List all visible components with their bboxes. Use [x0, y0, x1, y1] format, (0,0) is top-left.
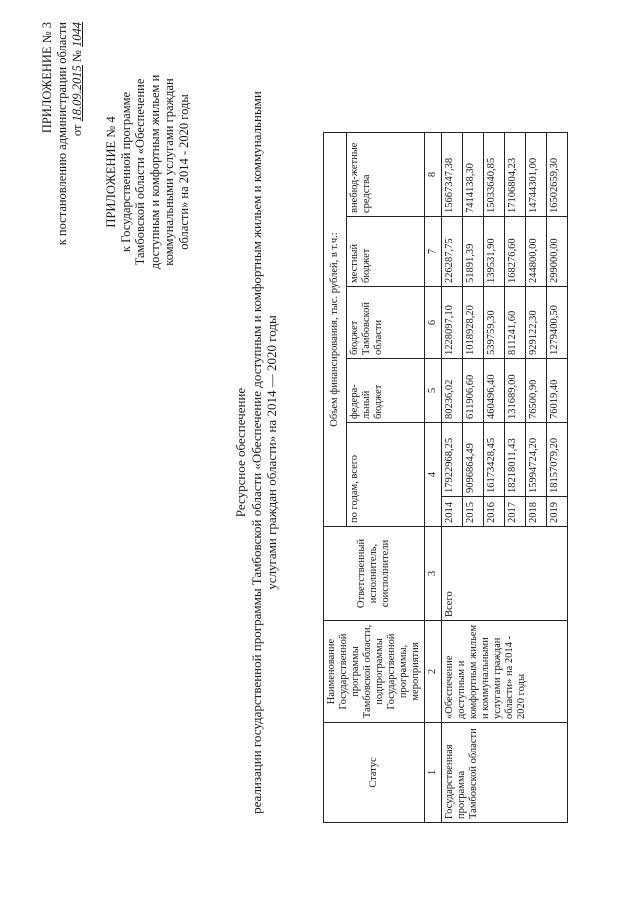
total-cell: 17922968,25: [442, 423, 463, 497]
total-cell: 18157079,20: [547, 423, 568, 497]
local-cell: 226287,75: [442, 217, 463, 287]
appendix-4-line: коммунальными услугами граждан: [162, 78, 176, 266]
total-cell: 18218011,43: [505, 423, 526, 497]
federal-cell: 76019,40: [547, 359, 568, 423]
appendix-4-line: области» на 2014 - 2020 годы: [176, 94, 191, 250]
total-cell: 15994724,20: [526, 423, 547, 497]
responsible-cell: Всего: [442, 527, 568, 621]
column-number: 7: [425, 217, 442, 287]
appendix-3-title: ПРИЛОЖЕНИЕ № 3: [40, 22, 54, 134]
appendix-3-block: [40, 22, 85, 292]
total-cell: 16173428,45: [484, 423, 505, 497]
local-cell: 139531,90: [484, 217, 505, 287]
column-number: 8: [425, 133, 442, 217]
status-cell: Государственная программа Тамбовской области: [442, 723, 568, 823]
header-financing: Объем финансирования, тыс. рублей, в т.ч.:: [324, 133, 347, 527]
appendix-4-line: доступным и комфортным жильем и: [147, 74, 162, 270]
title-line-3: услугами граждан области» на 2014 — 2020 годы: [264, 315, 279, 590]
decree-number: 1044: [70, 22, 84, 47]
column-number: 6: [425, 287, 442, 359]
appendix-4-title: ПРИЛОЖЕНИЕ № 4: [104, 116, 118, 228]
resource-table: [323, 132, 568, 823]
regional-cell: 1018928,20: [463, 287, 484, 359]
header-local: местный бюджет: [346, 217, 424, 287]
regional-cell: 1279400,50: [547, 287, 568, 359]
year-cell: 2019: [547, 497, 568, 527]
column-number: 5: [425, 359, 442, 423]
appendix-3-decree-line: к постановлению администрации области: [55, 22, 69, 246]
header-by-years: по годам, всего: [346, 423, 424, 527]
extra-cell: 15033640,85: [484, 133, 505, 217]
column-number: 1: [425, 723, 442, 823]
appendix-3-date-line: [70, 22, 85, 292]
regional-cell: 929122,30: [526, 287, 547, 359]
header-regional: бюджет Тамбовской области: [346, 287, 424, 359]
federal-cell: 80236,02: [442, 359, 463, 423]
extra-cell: 14744301,00: [526, 133, 547, 217]
title-line-2: реализации государственной программы Тамбовской области «Обеспечение доступным и комфортным жильем и коммунальными: [248, 91, 264, 814]
local-cell: 244800,00: [526, 217, 547, 287]
local-cell: 168276,60: [505, 217, 526, 287]
total-cell: 9096864,49: [463, 423, 484, 497]
regional-cell: 539759,30: [484, 287, 505, 359]
local-cell: 51891,39: [463, 217, 484, 287]
header-extra: внебюд-жетные средства: [346, 133, 424, 217]
table-row: [442, 133, 463, 823]
local-cell: 299000,00: [547, 217, 568, 287]
appendix-4-block: [104, 22, 191, 322]
federal-cell: 131689,00: [505, 359, 526, 423]
year-cell: 2016: [484, 497, 505, 527]
year-cell: 2014: [442, 497, 463, 527]
title-line-1: Ресурсное обеспечение: [233, 387, 248, 518]
column-number: 2: [425, 621, 442, 723]
header-responsible: Ответственный исполнитель, соисполнители: [324, 527, 425, 621]
extra-cell: 15667347,38: [442, 133, 463, 217]
decree-date: 18.09.2015: [70, 65, 84, 122]
federal-cell: 611906,60: [463, 359, 484, 423]
program-name-cell: «Обеспечение доступным и комфортным жильем и коммунальными услугами граждан области» на 2014 - 2020 годы: [442, 621, 568, 723]
federal-cell: 460496,40: [484, 359, 505, 423]
document-title: [233, 0, 280, 905]
regional-cell: 1228097,10: [442, 287, 463, 359]
year-cell: 2015: [463, 497, 484, 527]
extra-cell: 16502659,30: [547, 133, 568, 217]
appendix-4-line: Тамбовской области «Обеспечение: [133, 78, 147, 266]
header-federal: федера-льный бюджет: [346, 359, 424, 423]
column-number: 3: [425, 527, 442, 621]
header-name: Наименование Государственной программы Тамбовской области, подпрограммы Государственной программы, мероприятия: [324, 621, 425, 723]
federal-cell: 76500,90: [526, 359, 547, 423]
year-cell: 2017: [505, 497, 526, 527]
extra-cell: 7414138,30: [463, 133, 484, 217]
from-label: от: [70, 124, 84, 137]
year-cell: 2018: [526, 497, 547, 527]
appendix-4-line: к Государственной программе: [118, 91, 133, 253]
extra-cell: 17106804,23: [505, 133, 526, 217]
header-status: Статус: [324, 723, 425, 823]
column-number: 4: [425, 423, 442, 527]
number-sign: №: [70, 50, 84, 63]
regional-cell: 811241,60: [505, 287, 526, 359]
